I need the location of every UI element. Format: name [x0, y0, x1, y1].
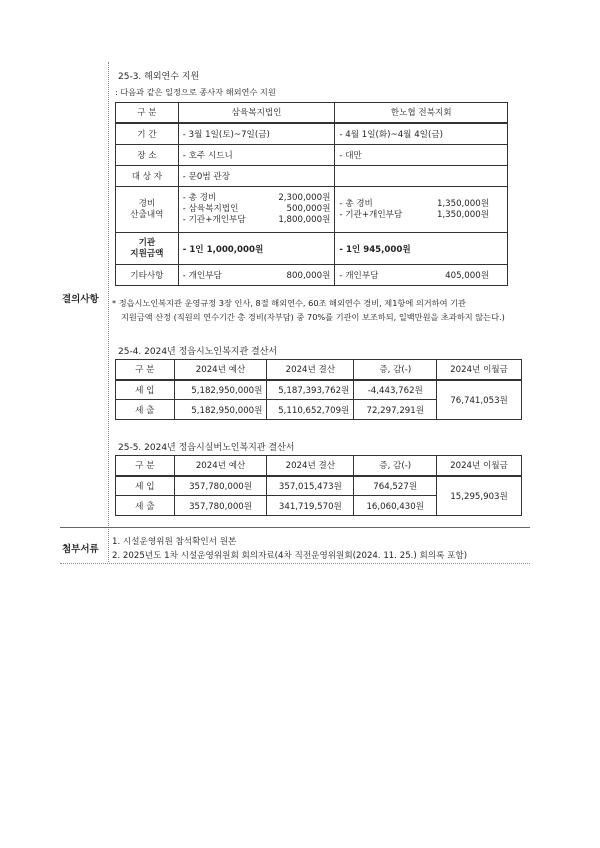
- header-cell: 2024년 이월금: [437, 456, 522, 476]
- table-header: [116, 360, 522, 380]
- row-label-line: 기관: [138, 237, 156, 248]
- header-cell: 한노협 전북지회: [335, 103, 508, 123]
- row-label-line: 산출내역: [130, 209, 164, 220]
- row-label: 세 입: [116, 476, 175, 496]
- header-cell: 2024년 이월금: [437, 360, 522, 380]
- cell: [178, 187, 335, 233]
- row-label: [116, 233, 179, 265]
- settlement-table-2024: [115, 359, 522, 420]
- row-label: [116, 187, 179, 233]
- attachments-label: 첨부서류: [62, 544, 99, 555]
- cell: -4,443,762원: [354, 380, 437, 400]
- attachment-item-2: 2. 2025년도 1차 시설운영위원회 회의자료(4차 직전운영위원회(2024. 11. 25.) 회의록 포함): [112, 551, 468, 561]
- sec254-title: 25-4. 2024년 정읍시노인복지관 결산서: [118, 347, 278, 357]
- cell: 5,182,950,000원: [174, 380, 267, 400]
- header-cell: 2024년 결산: [267, 360, 354, 380]
- header-cell: 삼육복지법인: [178, 103, 335, 123]
- cell: [335, 166, 508, 187]
- sec255-title: 25-5. 2024년 정읍시실버노인복지관 결산서: [118, 443, 295, 453]
- header-cell: 증, 감(-): [354, 360, 437, 380]
- row-label: 기타사항: [116, 265, 179, 286]
- sec253-subtitle: : 다음과 같은 일정으로 종사자 해외연수 지원: [115, 87, 276, 97]
- table-row: [116, 123, 508, 145]
- cell: 357,780,000원: [174, 496, 267, 516]
- cost-name: - 총 경비: [182, 193, 217, 203]
- row-label: 기 간: [116, 123, 179, 145]
- note-line-2: 지원금액 산정 (직원의 연수기간 총 경비(자부담) 중 70%를 기관이 보조하되, 일백만원을 초과하지 않는다.): [121, 312, 505, 322]
- cost-line: [183, 193, 331, 204]
- table-header: [116, 456, 522, 476]
- cost-name: - 기관+개인부담: [339, 209, 403, 220]
- table-row: [116, 187, 508, 233]
- cell: [335, 187, 508, 233]
- cost-amount: 1,350,000원: [436, 198, 489, 209]
- cost-line: [183, 204, 331, 215]
- carry-cell: 76,741,053원: [437, 380, 522, 420]
- cost-name: - 기관+개인부담: [182, 215, 246, 225]
- table-row: [116, 380, 522, 400]
- section-separator: [60, 527, 530, 528]
- cell: 5,110,652,709원: [267, 400, 354, 420]
- other-name: - 개인부담: [182, 271, 222, 281]
- training-table: [115, 102, 508, 286]
- table-row: [116, 233, 508, 265]
- cost-name: - 총 경비: [339, 198, 373, 209]
- row-label: 세 입: [116, 380, 175, 400]
- cell: 357,780,000원: [174, 476, 267, 496]
- row-label-line: 지원금액: [130, 248, 164, 259]
- cell: - 대만: [335, 145, 508, 166]
- cell: - 1인 1,000,000원: [178, 233, 335, 265]
- header-cell: 2024년 결산: [267, 456, 354, 476]
- cell: 16,060,430원: [354, 496, 437, 516]
- row-label: 대 상 자: [116, 166, 179, 187]
- header-cell: 구 분: [116, 360, 175, 380]
- cell: 357,015,473원: [267, 476, 354, 496]
- table-row: [116, 166, 508, 187]
- header-cell: 구 분: [116, 456, 175, 476]
- cost-line: [339, 199, 489, 210]
- decision-label: 결의사항: [62, 294, 99, 305]
- cell: 5,187,393,762원: [267, 380, 354, 400]
- cell: - 4월 1일(화)~4월 4일(금): [335, 123, 508, 145]
- note-line-1: * 정읍시노인복지관 운영규정 3장 인사, 8절 해외연수, 60조 해외연수 경비, 제1항에 의거하여 기관: [112, 298, 466, 308]
- cost-line: [339, 210, 489, 221]
- cell: 341,719,570원: [267, 496, 354, 516]
- cost-amount: 1,350,000원: [436, 209, 489, 220]
- sec253-title: 25-3. 해외연수 지원: [118, 72, 200, 82]
- table-row: [116, 476, 522, 496]
- carry-cell: 15,295,903원: [437, 476, 522, 516]
- header-cell: 2024년 예산: [174, 456, 267, 476]
- table-row: [116, 265, 508, 286]
- cost-line: [183, 215, 331, 226]
- cell: - 1인 945,000원: [335, 233, 508, 265]
- cost-name: - 삼육복지법인: [182, 204, 239, 214]
- cell: [178, 265, 335, 286]
- row-label: 세 출: [116, 400, 175, 420]
- header-cell: 구 분: [116, 103, 179, 123]
- cell: 72,297,291원: [354, 400, 437, 420]
- other-amount: 800,000원: [286, 271, 331, 281]
- cell: [335, 265, 508, 286]
- cost-amount: 2,300,000원: [278, 193, 331, 203]
- attachment-item-1: 1. 시설운영위원 참석확인서 원본: [112, 537, 237, 547]
- header-cell: 2024년 예산: [174, 360, 267, 380]
- cell: 764,527원: [354, 476, 437, 496]
- left-column-divider: [108, 62, 109, 562]
- settlement-table-silver: [115, 455, 522, 516]
- table-header: [116, 103, 508, 123]
- header-cell: 증, 감(-): [354, 456, 437, 476]
- row-label: 세 출: [116, 496, 175, 516]
- cell: - 문0범 관장: [178, 166, 335, 187]
- cell: 5,182,950,000원: [174, 400, 267, 420]
- cost-amount: 500,000원: [286, 204, 331, 214]
- other-amount: 405,000원: [445, 271, 489, 281]
- row-label: 장 소: [116, 145, 179, 166]
- cost-amount: 1,800,000원: [278, 215, 331, 225]
- row-label-line: 경비: [138, 198, 156, 209]
- other-name: - 개인부담: [339, 271, 379, 281]
- table-row: [116, 145, 508, 166]
- bottom-separator: [60, 563, 530, 564]
- cell: - 호주 시드니: [178, 145, 335, 166]
- cell: - 3월 1일(토)~7일(금): [178, 123, 335, 145]
